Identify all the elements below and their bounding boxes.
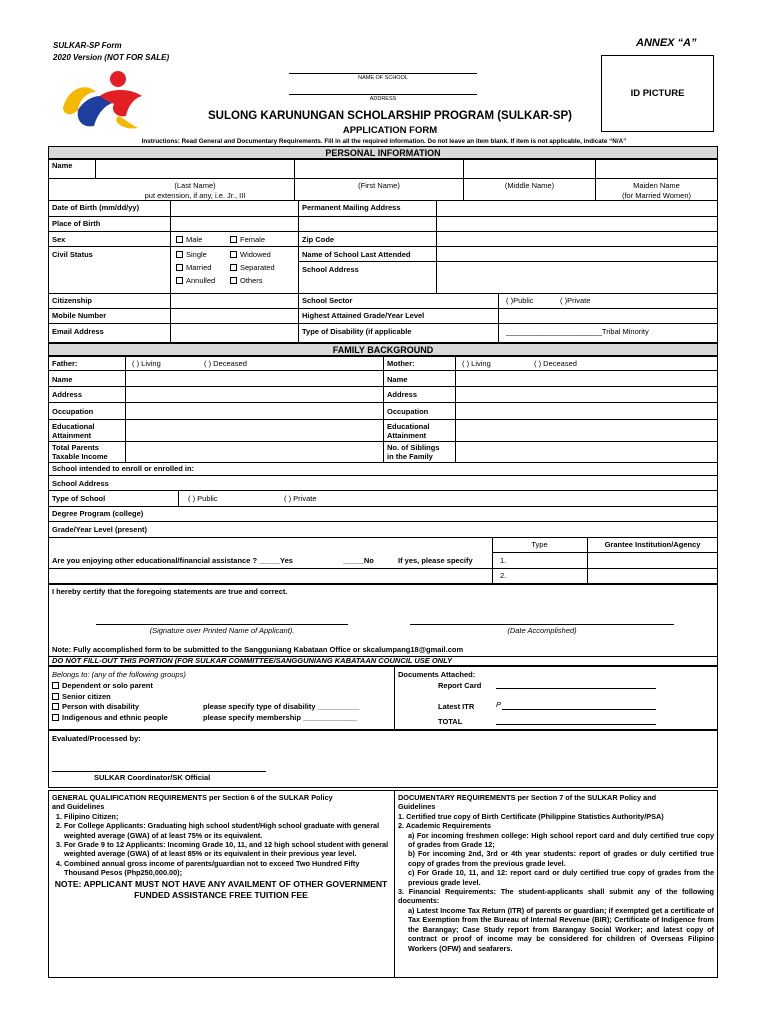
annex-label: ANNEX “A”: [636, 37, 697, 49]
pwd-option[interactable]: [52, 703, 139, 711]
documentary-title-1: DOCUMENTARY REQUIREMENTS per Section 7 of the SULKAR Policy and: [398, 793, 657, 802]
sulkar-logo: [58, 66, 148, 134]
general-item-4: 4. Combined annual gross income of parents/guardian not to exceed Two Hundred Fifty Thousand Pesos (Php250,000.00);: [64, 859, 390, 878]
assistance-type-header: Type: [531, 540, 548, 549]
last-school-input[interactable]: [437, 247, 717, 261]
mother-address-input[interactable]: [456, 387, 717, 402]
email-input[interactable]: [171, 324, 298, 343]
general-title-1: GENERAL QUALIFICATION REQUIREMENTS per Section 6 of the SULKAR Policy: [52, 793, 333, 802]
total-line[interactable]: [496, 724, 656, 725]
intended-school-address-label: School Address: [52, 479, 109, 488]
office-use-notice: DO NOT FILL-OUT THIS PORTION (FOR SULKAR COMMITTEE/SANGGUNIANG KABATAAN COUNCIL USE ONLY: [52, 656, 453, 665]
widowed-text: Widowed: [240, 250, 271, 259]
female-option[interactable]: [230, 236, 265, 244]
pob-input[interactable]: [171, 217, 298, 231]
itr-line[interactable]: [502, 709, 656, 710]
school-intended-label: School intended to enroll or enrolled in:: [52, 464, 195, 473]
assistance-question[interactable]: Are you enjoying other educational/financial assistance ? _____Yes: [52, 556, 293, 565]
mother-name-label: Name: [387, 375, 408, 384]
intended-school-address-input[interactable]: [179, 476, 717, 490]
father-education-input[interactable]: [126, 420, 383, 441]
civil-status-label: Civil Status: [52, 250, 93, 259]
maiden-name-note: (for Married Women): [621, 191, 692, 200]
single-text: Single: [186, 250, 207, 259]
school-address-input[interactable]: [437, 262, 717, 293]
dependent-option[interactable]: [52, 682, 153, 690]
father-address-input[interactable]: [126, 387, 383, 402]
documentary-item-2b: b) For incoming 2nd, 3rd or 4th year students: report of grades or duly certified true copy of grades from the previous grade level.: [408, 849, 714, 868]
documentary-item-2a: a) For incoming freshmen college: High school report card and duly certified true copy of grades from Grade 12;: [408, 830, 714, 850]
specify-label: If yes, please specify: [398, 556, 473, 565]
grade-present-label: Grade/Year Level (present): [52, 525, 148, 534]
single-checkbox[interactable]: [176, 251, 183, 258]
program-title: SULONG KARUNUNGAN SCHOLARSHIP PROGRAM (SULKAR-SP): [208, 110, 572, 122]
father-label: Father:: [52, 359, 78, 368]
id-picture-label: ID PICTURE: [630, 88, 685, 99]
coordinator-signature-line[interactable]: [52, 771, 266, 772]
father-deceased-option[interactable]: ( ) Deceased: [204, 359, 247, 368]
mother-deceased-option[interactable]: ( ) Deceased: [534, 359, 577, 368]
belongs-label: Belongs to: (any of the following groups): [52, 670, 186, 679]
siblings-label-2: in the Family: [387, 452, 433, 461]
form-title: APPLICATION FORM: [342, 125, 438, 136]
senior-checkbox[interactable]: [52, 693, 59, 700]
mother-address-label: Address: [387, 390, 418, 399]
mother-occupation-input[interactable]: [456, 403, 717, 419]
sector-private-option[interactable]: ( )Private: [560, 296, 591, 305]
school-private-option[interactable]: ( ) Private: [284, 494, 317, 503]
indigenous-option[interactable]: [52, 714, 168, 722]
female-text: Female: [240, 235, 266, 244]
date-caption: (Date Accomplished): [507, 626, 577, 635]
dependent-checkbox[interactable]: [52, 682, 59, 689]
general-note: NOTE: APPLICANT MUST NOT HAVE ANY AVAILMENT OF OTHER GOVERNMENT FUNDED ASSISTANCE FREE TUITION FEE: [54, 878, 388, 900]
married-checkbox[interactable]: [176, 264, 183, 271]
father-address-label: Address: [52, 390, 83, 399]
degree-program-input[interactable]: [179, 507, 717, 521]
mother-occupation-label: Occupation: [387, 407, 429, 416]
annulled-option[interactable]: [176, 277, 215, 285]
others-checkbox[interactable]: [230, 277, 237, 284]
submission-note: Note: Fully accomplished form to be submitted to the Sangguniang Kabataan Office or skcalumpang18@gmail.com: [52, 645, 464, 654]
male-option[interactable]: [176, 236, 202, 244]
documents-attached-label: Documents Attached:: [398, 670, 476, 679]
separated-checkbox[interactable]: [230, 264, 237, 271]
suffix-caption: put extension, if any, i.e. Jr., III: [144, 191, 246, 200]
evaluated-label: Evaluated/Processed by:: [52, 734, 141, 743]
father-occupation-input[interactable]: [126, 403, 383, 419]
general-title-2: and Guidelines: [52, 802, 105, 812]
income-input[interactable]: [126, 442, 383, 462]
membership-field[interactable]: please specify membership _____________: [203, 713, 358, 722]
tribal-minority-field[interactable]: _______________________Tribal Minority: [506, 327, 649, 336]
married-text: Married: [186, 263, 212, 272]
citizenship-label: Citizenship: [52, 296, 93, 305]
assistance-item-2: 2.: [500, 571, 507, 580]
grantee-1-input[interactable]: [588, 553, 717, 568]
address-label: ADDRESS: [369, 96, 397, 102]
last-name-caption: (Last Name): [174, 181, 216, 190]
documentary-item-1: 1. Certified true copy of Birth Certificate (Philippine Statistics Authority/PSA): [398, 811, 664, 821]
father-education-label-1: Educational: [52, 422, 95, 431]
assistance-no[interactable]: _____No: [343, 556, 374, 565]
widowed-checkbox[interactable]: [230, 251, 237, 258]
indigenous-text: Indigenous and ethnic people: [62, 713, 168, 722]
mother-education-label-2: Attainment: [387, 431, 427, 440]
documentary-item-2: 2. Academic Requirements: [398, 821, 492, 831]
separated-text: Separated: [240, 263, 275, 272]
sex-label: Sex: [52, 235, 66, 244]
senior-text: Senior citizen: [62, 692, 111, 701]
form-version: 2020 Version (NOT FOR SALE): [53, 53, 170, 62]
father-name-input[interactable]: [126, 371, 383, 386]
female-checkbox[interactable]: [230, 236, 237, 243]
documentary-item-3a: a) Latest Income Tax Return (ITR) of parents or guardian; if exempted get a certificate of Tax Exemption from the Bureau of Internal Revenue (BIR); Certificate of Indigence from the Barangay; Case Study report from Barangay Social Worker; and latest copy of contract or proof of income may be considered for children of Overseas Filipino Workers (OFW) and seafarers.: [408, 905, 714, 953]
documentary-requirements: [398, 793, 714, 953]
income-label-2: Taxable Income: [52, 452, 108, 461]
single-option[interactable]: [176, 251, 207, 259]
separated-option[interactable]: [230, 264, 275, 272]
income-label-1: Total Parents: [52, 443, 99, 452]
mother-education-label-1: Educational: [387, 422, 430, 431]
mobile-input[interactable]: [171, 309, 298, 323]
siblings-label-1: No. of Siblings: [387, 443, 440, 452]
maiden-name-input[interactable]: [596, 159, 717, 178]
dob-label: Date of Birth (mm/dd/yy): [52, 203, 140, 212]
general-item-2: 2. For College Applicants: Graduating high school student/High school graduate with general weighted average (GWA) of at least 75% or its equivalent.: [64, 821, 390, 840]
assistance-type-1-input[interactable]: [510, 553, 587, 568]
assistance-type-2-input[interactable]: [510, 569, 587, 584]
father-living-option[interactable]: ( ) Living: [132, 359, 161, 368]
pwd-text: Person with disability: [62, 702, 140, 711]
senior-option[interactable]: [52, 693, 111, 701]
male-checkbox[interactable]: [176, 236, 183, 243]
mother-label: Mother:: [387, 359, 415, 368]
mother-living-option[interactable]: ( ) Living: [462, 359, 491, 368]
certification-statement: I hereby certify that the foregoing statements are true and correct.: [52, 587, 288, 596]
pob-label: Place of Birth: [52, 219, 101, 228]
name-of-school-label: NAME OF SCHOOL: [358, 75, 408, 81]
documentary-title-2: Guidelines: [398, 802, 436, 812]
name-label: Name: [52, 161, 73, 170]
personal-info-header: PERSONAL INFORMATION: [48, 146, 718, 159]
general-item-3: 3. For Grade 9 to 12 Applicants: Incoming Grade 10, 11, and 12 high school student with general weighted average (GWA) of at least 85% or its equivalent in their previous year level.: [64, 840, 390, 859]
father-name-label: Name: [52, 375, 73, 384]
others-option[interactable]: [230, 277, 263, 285]
documentary-item-3: 3. Financial Requirements: The student-applicants shall submit any of the following documents:: [398, 887, 714, 906]
date-line[interactable]: [410, 624, 674, 625]
indigenous-checkbox[interactable]: [52, 714, 59, 721]
school-sector-label: School Sector: [302, 296, 353, 305]
middle-name-caption: (Middle Name): [504, 181, 555, 190]
siblings-input[interactable]: [456, 442, 717, 462]
father-education-label-2: Attainment: [52, 431, 92, 440]
last-name-input[interactable]: [96, 159, 294, 178]
family-background-header: FAMILY BACKGROUND: [48, 343, 718, 356]
mother-education-input[interactable]: [456, 420, 717, 441]
disability-label: Type of Disability (if applicable: [302, 327, 412, 336]
itr-peso-sign: P: [496, 700, 502, 709]
school-public-option[interactable]: ( ) Public: [188, 494, 218, 503]
latest-itr-label: Latest ITR: [438, 702, 475, 711]
signature-caption: (Signature over Printed Name of Applicant).: [149, 626, 295, 635]
grade-present-input[interactable]: [179, 522, 717, 537]
first-name-caption: (First Name): [358, 181, 400, 190]
sector-public-option[interactable]: ( )Public: [506, 296, 534, 305]
general-requirements: [52, 793, 390, 901]
total-label: TOTAL: [438, 717, 463, 726]
documentary-item-2c: c) For Grade 10, 11, and 12: report card or duly certified true copy of grades from the previous grade level.: [408, 868, 714, 887]
disability-type-field[interactable]: please specify type of disability __________: [203, 702, 360, 711]
assistance-item-1: 1.: [500, 556, 507, 565]
annulled-checkbox[interactable]: [176, 277, 183, 284]
report-card-label: Report Card: [438, 681, 482, 690]
instructions: Instructions: Read General and Documentary Requirements. Fill in all the required information. Do not leave an item blank. If item is not applicable, indicate “N/A”: [141, 138, 627, 145]
male-text: Male: [186, 235, 203, 244]
middle-name-input[interactable]: [464, 159, 595, 178]
grade-level-input[interactable]: [499, 309, 717, 323]
dob-input[interactable]: [171, 201, 298, 216]
grantee-header: Grantee Institution/Agency: [604, 540, 701, 549]
form-name: SULKAR-SP Form: [53, 41, 122, 50]
last-school-label: Name of School Last Attended: [302, 250, 411, 259]
coordinator-label: SULKAR Coordinator/SK Official: [94, 773, 211, 782]
father-occupation-label: Occupation: [52, 407, 94, 416]
signature-line[interactable]: [96, 624, 348, 625]
mother-name-input[interactable]: [456, 371, 717, 386]
general-item-1: 1. Filipino Citizen;: [64, 812, 390, 821]
maiden-name-caption: Maiden Name: [633, 181, 680, 190]
grantee-2-input[interactable]: [588, 569, 717, 584]
married-option[interactable]: [176, 264, 211, 272]
report-card-line[interactable]: [496, 688, 656, 689]
grade-level-label: Highest Attained Grade/Year Level: [302, 311, 425, 320]
annulled-text: Annulled: [186, 276, 216, 285]
school-address-label: School Address: [302, 265, 359, 274]
pwd-checkbox[interactable]: [52, 703, 59, 710]
degree-program-label: Degree Program (college): [52, 509, 144, 518]
mailing-address-input[interactable]: [437, 201, 717, 246]
dependent-text: Dependent or solo parent: [62, 681, 153, 690]
first-name-input[interactable]: [295, 159, 463, 178]
others-text: Others: [240, 276, 263, 285]
email-label: Email Address: [52, 327, 104, 336]
type-of-school-label: Type of School: [52, 494, 106, 503]
mobile-label: Mobile Number: [52, 311, 107, 320]
citizenship-input[interactable]: [171, 294, 298, 308]
widowed-option[interactable]: [230, 251, 271, 259]
zip-code-label: Zip Code: [302, 235, 335, 244]
mailing-address-label: Permanent Mailing Address: [302, 203, 401, 212]
